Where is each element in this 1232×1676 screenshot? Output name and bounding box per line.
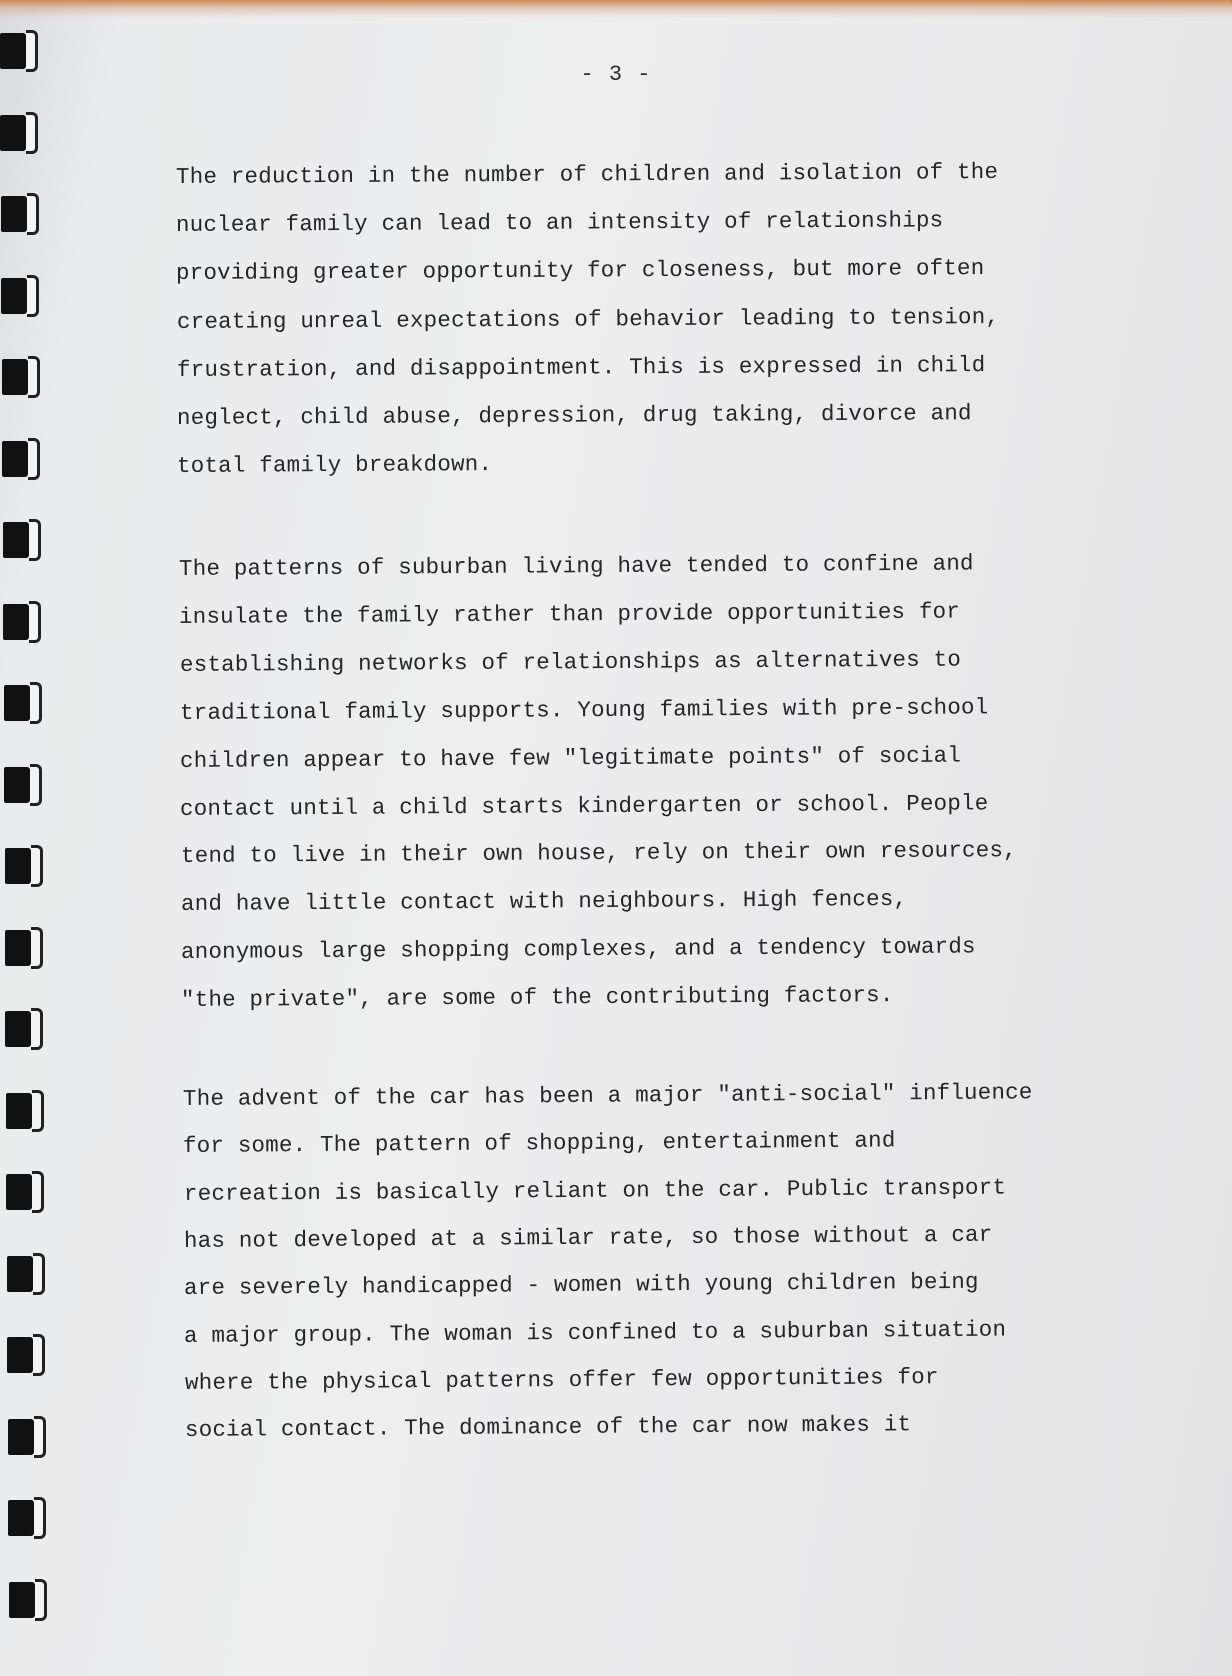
binding-ring	[1, 275, 45, 317]
text-line: has not developed at a similar rate, so those without a car	[183, 1221, 993, 1254]
page-number: - 3 -	[580, 62, 652, 87]
binding-ring	[0, 112, 44, 154]
binding-ring	[6, 1171, 50, 1213]
binding-ring	[4, 764, 48, 806]
text-line: and have little contact with neighbours. High fences,	[180, 886, 908, 918]
text-line: children appear to have few "legitimate points" of social	[179, 742, 962, 774]
binding-ring	[1, 193, 45, 235]
text-line: anonymous large shopping complexes, and a tendency towards	[180, 933, 976, 966]
binding-ring	[4, 682, 48, 724]
text-line: social contact. The dominance of the car now makes it	[184, 1411, 912, 1444]
binding-ring	[5, 845, 49, 887]
binding-ring	[3, 601, 47, 643]
text-line: a major group. The woman is confined to a suburban situation	[184, 1316, 1007, 1349]
binding-ring	[2, 438, 46, 480]
binding-ring	[5, 927, 49, 969]
binding-ring	[9, 1579, 53, 1621]
text-line: tend to live in their own house, rely on their own resources,	[180, 837, 1017, 870]
text-line: contact until a child starts kindergarten or school. People	[180, 789, 989, 822]
text-line: are severely handicapped - women with young children being	[183, 1268, 979, 1302]
text-line: total family breakdown.	[177, 451, 493, 480]
text-line: neglect, child abuse, depression, drug taking, divorce and	[176, 400, 972, 431]
text-line: nuclear family can lead to an intensity of relationships	[176, 207, 944, 239]
text-line: where the physical patterns offer few opportunities for	[184, 1363, 939, 1396]
spiral-binding	[0, 30, 60, 1670]
text-line: establishing networks of relationships as alternatives to	[179, 646, 961, 678]
text-line: "the private", are some of the contributing factors.	[181, 982, 894, 1014]
binding-ring	[2, 356, 46, 398]
binding-ring	[6, 1090, 50, 1132]
text-line: recreation is basically reliant on the car. Public transport	[183, 1174, 1006, 1207]
text-line: insulate the family rather than provide opportunities for	[179, 598, 961, 630]
text-line: creating unreal expectations of behavior leading to tension,	[176, 303, 999, 335]
binding-ring	[8, 1416, 52, 1458]
binding-ring	[8, 1497, 52, 1539]
page-top-edge	[0, 0, 1232, 18]
binding-ring	[7, 1334, 51, 1376]
binding-ring	[3, 519, 47, 561]
text-line: traditional family supports. Young families with pre-school	[179, 694, 989, 726]
text-line: The advent of the car has been a major "anti-social" influence	[182, 1079, 1033, 1112]
binding-ring	[5, 1008, 49, 1050]
text-line: providing greater opportunity for closeness, but more often	[176, 255, 985, 287]
binding-ring	[7, 1253, 51, 1295]
text-line: frustration, and disappointment. This is expressed in child	[176, 351, 986, 383]
text-line: The patterns of suburban living have tended to confine and	[178, 550, 974, 582]
text-line: The reduction in the number of children and isolation of the	[175, 158, 999, 190]
text-line: for some. The pattern of shopping, entertainment and	[183, 1127, 896, 1160]
